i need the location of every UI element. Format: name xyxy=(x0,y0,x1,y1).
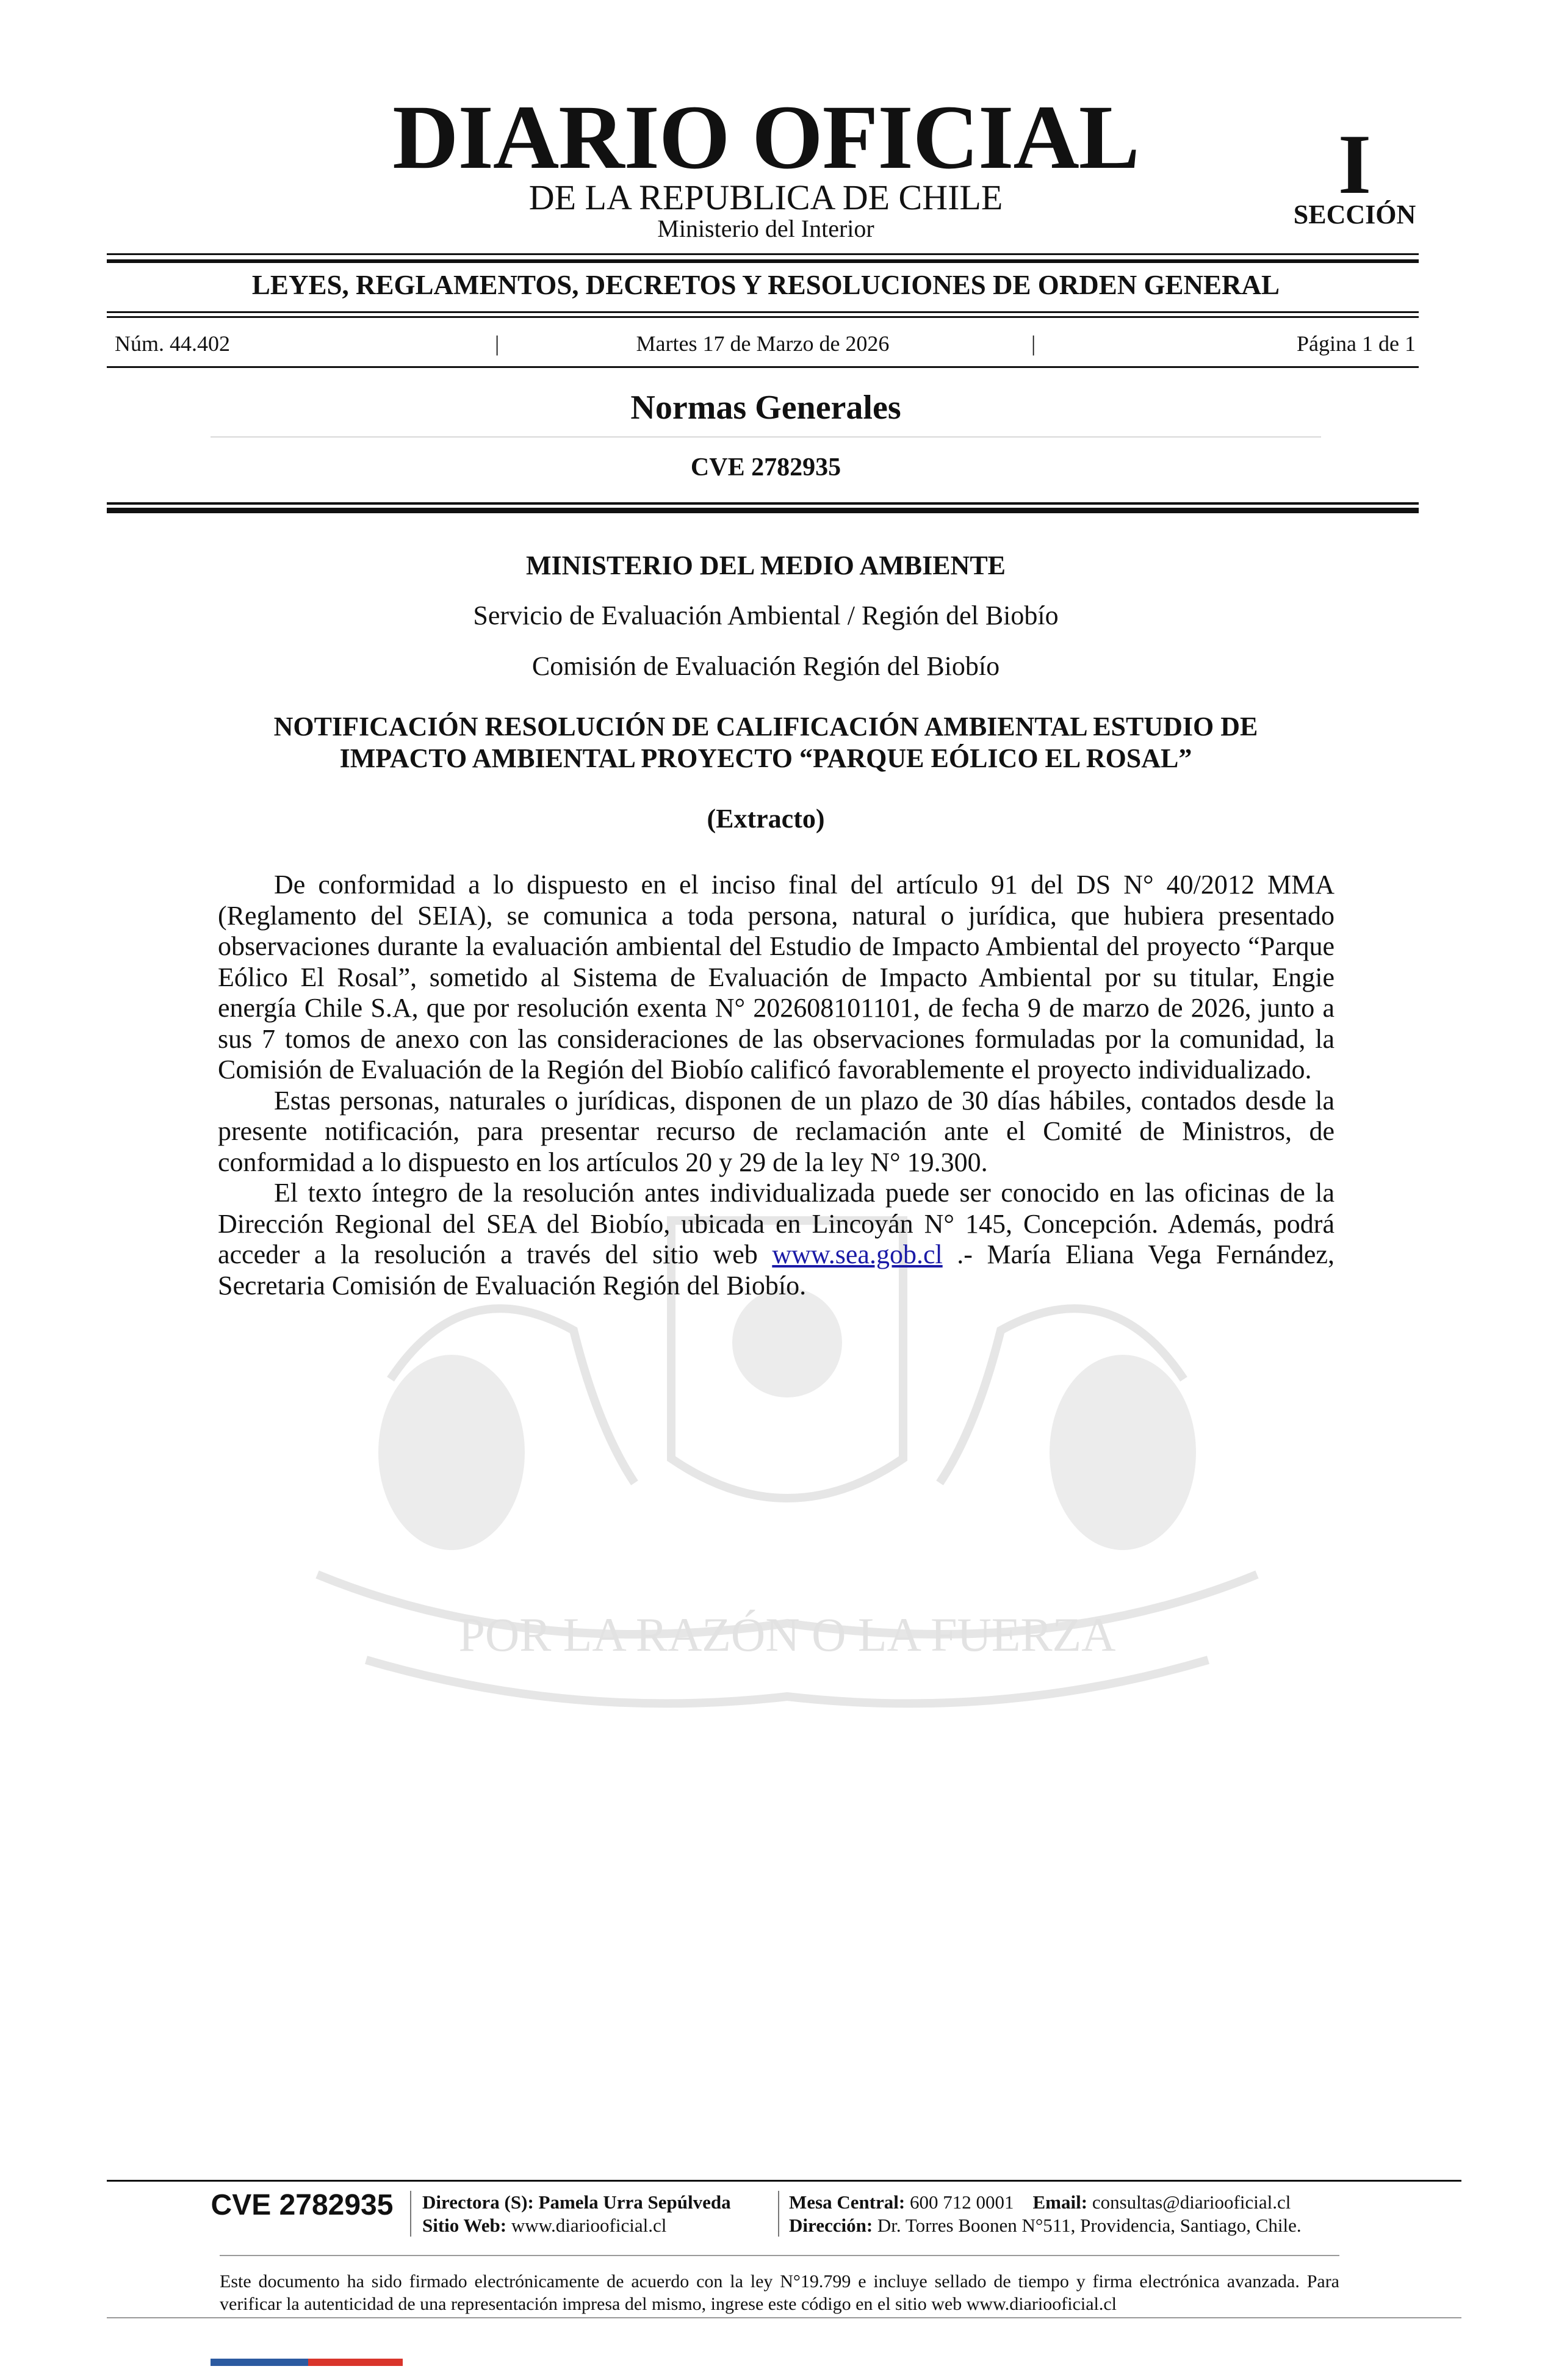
site-value[interactable]: www.diariooficial.cl xyxy=(511,2215,667,2236)
ministry-heading: MINISTERIO DEL MEDIO AMBIENTE xyxy=(525,550,1006,580)
commission-line: Comisión de Evaluación Región del Biobío xyxy=(531,651,1000,681)
extract-label: (Extracto) xyxy=(707,804,825,834)
paragraph-1: De conformidad a lo dispuesto en el inciso final del artículo 91 del DS N° 40/2012 MMA (Reglamento del SEIA), se comunica a toda persona, natural o jurídica, que hubiera presentado observaciones durante la evaluación ambiental del Estudio de Impacto Ambiental del proyecto “Parque Eólico El Rosal”, sometido al Sistema de Evaluación de Impacto Ambiental por su titular, Engie energía Chile S.A, que por resolución exenta N° 202608101101, de fecha 9 de marzo de 2026, junto a sus 7 tomos de anexo con las consideraciones de las observaciones formuladas por la comunidad, la Comisión de Evaluación de la Región del Biobío calificó favorablemente el proyecto individualizado. xyxy=(218,870,1334,1084)
category-rule-thin xyxy=(107,311,1419,313)
issue-date: Martes 17 de Marzo de 2026 xyxy=(636,331,890,356)
masthead-title: DIARIO OFICIAL xyxy=(392,87,1139,188)
sea-website-link[interactable]: www.sea.gob.cl xyxy=(772,1239,943,1269)
site-label: Sitio Web: xyxy=(422,2215,507,2236)
footer-disclaimer: Este documento ha sido firmado electrónicamente de acuerdo con la ley N°19.799 e incluye sellado de tiempo y firma electrónica avanzada. Para verificar la autenticidad de una representación impresa del mismo, ingrese este código en el sitio web www.diariooficial.cl xyxy=(220,2271,1339,2314)
service-line: Servicio de Evaluación Ambiental / Región del Biobío xyxy=(473,600,1059,630)
category-rule-thin-2 xyxy=(107,316,1419,318)
phone-value: 600 712 0001 xyxy=(910,2191,1014,2213)
masthead-rule-thick xyxy=(107,259,1419,263)
address-value: Dr. Torres Boonen N°511, Providencia, Santiago, Chile. xyxy=(877,2215,1302,2236)
paragraph-3-signature: .- María Eliana Vega Fernández, Secretaria Comisión de Evaluación Región del Biobío. xyxy=(218,1239,1334,1300)
footer-bottom-rule xyxy=(107,2317,1461,2318)
paragraph-3 xyxy=(218,1178,1334,1301)
masthead-subtitle: DE LA REPUBLICA DE CHILE xyxy=(528,178,1003,217)
header-rule-thin xyxy=(107,502,1419,505)
email-label: Email: xyxy=(1032,2191,1088,2213)
category-heading: LEYES, REGLAMENTOS, DECRETOS Y RESOLUCIONES DE ORDEN GENERAL xyxy=(251,270,1280,300)
issue-page: Página 1 de 1 xyxy=(1297,331,1416,356)
flag-stripe-blue xyxy=(211,2359,308,2366)
issue-separator-left: | xyxy=(495,331,500,356)
address-label: Dirección: xyxy=(789,2215,873,2236)
footer-divider-1 xyxy=(410,2191,411,2237)
footer-cve-code: CVE 2782935 xyxy=(211,2189,394,2221)
section-heading: Normas Generales xyxy=(630,389,901,427)
footer-director-block xyxy=(422,2191,788,2237)
masthead-rule-thin xyxy=(107,253,1419,255)
meta-rule xyxy=(107,366,1419,368)
paragraph-2: Estas personas, naturales o jurídicas, disponen de un plazo de 30 días hábiles, contados desde la presente notificación, para presentar recurso de reclamación ante el Comité de Ministros, de conformidad a lo dispuesto en los artículos 20 y 29 de la ley N° 19.300. xyxy=(218,1085,1334,1177)
footer-divider-2 xyxy=(778,2191,779,2237)
footer-contact-block xyxy=(789,2191,1375,2237)
flag-stripe-red xyxy=(308,2359,403,2366)
header-rule-thick xyxy=(107,508,1419,513)
watermark-motto: POR LA RAZÓN O LA FUERZA xyxy=(458,1608,1116,1661)
phone-label: Mesa Central: xyxy=(789,2191,906,2213)
section-number: I xyxy=(1338,117,1372,212)
issue-separator-right: | xyxy=(1031,331,1036,356)
footer-mid-rule xyxy=(220,2255,1339,2256)
footer-top-rule xyxy=(107,2180,1461,2182)
director-name: Pamela Urra Sepúlveda xyxy=(538,2191,731,2213)
director-label: Directora (S): xyxy=(422,2191,534,2213)
section-label: SECCIÓN xyxy=(1293,200,1416,229)
email-value[interactable]: consultas@diariooficial.cl xyxy=(1092,2191,1291,2213)
section-heading-underline xyxy=(211,436,1321,438)
issue-number: Núm. 44.402 xyxy=(115,331,230,356)
document-body xyxy=(218,870,1334,1301)
notice-title-line-1: NOTIFICACIÓN RESOLUCIÓN DE CALIFICACIÓN AMBIENTAL ESTUDIO DE xyxy=(273,712,1258,741)
paragraph-3-text: El texto íntegro de la resolución antes individualizada puede ser conocido en las oficinas de la Dirección Regional del SEA del Biobío, ubicada en Lincoyán N° 145, Concepción. Además, podrá acceder a la resolución a través del sitio web xyxy=(218,1178,1334,1269)
cve-code: CVE 2782935 xyxy=(690,453,841,481)
notice-title xyxy=(195,711,1336,774)
masthead-ministry: Ministerio del Interior xyxy=(657,215,874,242)
notice-title-line-2: IMPACTO AMBIENTAL PROYECTO “PARQUE EÓLICO EL ROSAL” xyxy=(339,743,1192,773)
